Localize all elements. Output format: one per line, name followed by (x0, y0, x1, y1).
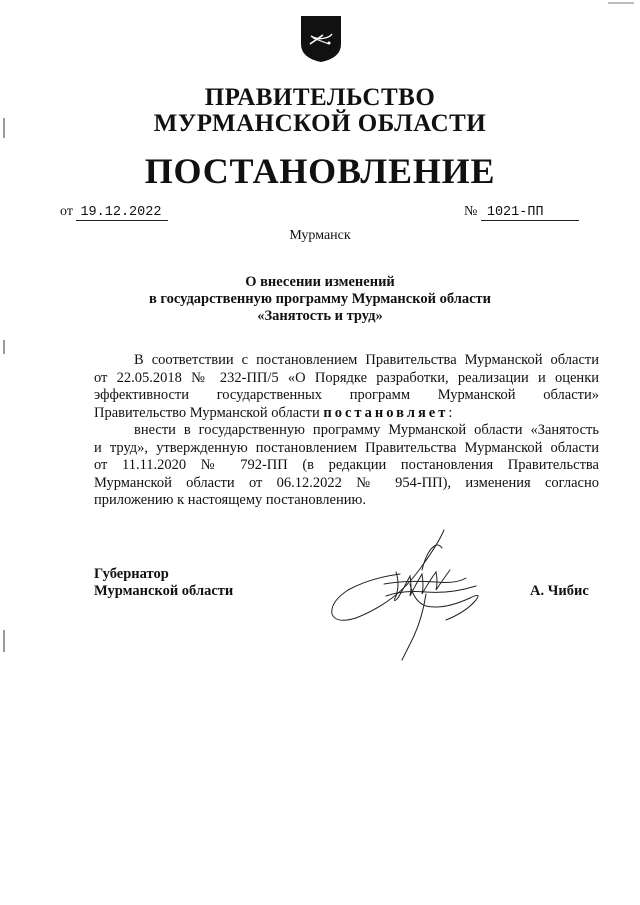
body-line: от 11.11.2020 № 792-ПП (в редакции постановления Правительства (94, 457, 599, 473)
handwritten-signature (326, 524, 496, 664)
body-line: от 22.05.2018 № 232-ПП/5 «О Порядке разработки, реализации и оценки (94, 369, 599, 386)
body-paragraph-2 (94, 422, 599, 510)
scan-edge-mark (608, 2, 634, 4)
document-type-title: ПОСТАНОВЛЕНИЕ (144, 151, 496, 191)
body-line (94, 405, 599, 423)
body-line: В соответствии с постановлением Правительства Мурманской области (134, 352, 599, 368)
signer-name: А. Чибис (530, 583, 589, 599)
subject-line: «Занятость и труд» (257, 308, 383, 324)
subject-line: О внесении изменений (245, 274, 395, 290)
number-value: 1021-ПП (481, 205, 579, 221)
body-line: эффективности государственных программ Мурманской области» (94, 387, 599, 403)
date-field (60, 204, 168, 221)
body-text: Правительство Мурманской области (94, 404, 320, 421)
date-value: 19.12.2022 (76, 205, 168, 221)
date-prefix: от (60, 204, 73, 219)
body-line: Мурманской области от 06.12.2022 № 954-ПП), изменения согласно (94, 474, 599, 491)
resolves-word: постановляет (323, 404, 449, 421)
body-line: приложению к настоящему постановлению. (94, 492, 366, 508)
body-line: внести в государственную программу Мурманской области «Занятость (134, 422, 599, 438)
body-paragraph-1 (94, 352, 599, 422)
signatory-title-line1: Губернатор (94, 566, 169, 582)
coat-of-arms-icon (299, 14, 343, 64)
signatory-title-line2: Мурманской области (94, 583, 234, 599)
government-name-line1: ПРАВИТЕЛЬСТВО (204, 84, 436, 111)
body-text: : (448, 404, 453, 421)
number-prefix: № (464, 204, 478, 219)
scan-edge-mark (3, 630, 5, 652)
subject-line: в государственную программу Мурманской области (148, 291, 492, 307)
body-line: и труд», утвержденную постановлением Правительства Мурманской области (94, 439, 599, 456)
number-field (464, 204, 579, 221)
city: Мурманск (289, 228, 351, 243)
scan-edge-mark (3, 340, 5, 354)
government-name-line2: МУРМАНСКОЙ ОБЛАСТИ (153, 110, 487, 137)
